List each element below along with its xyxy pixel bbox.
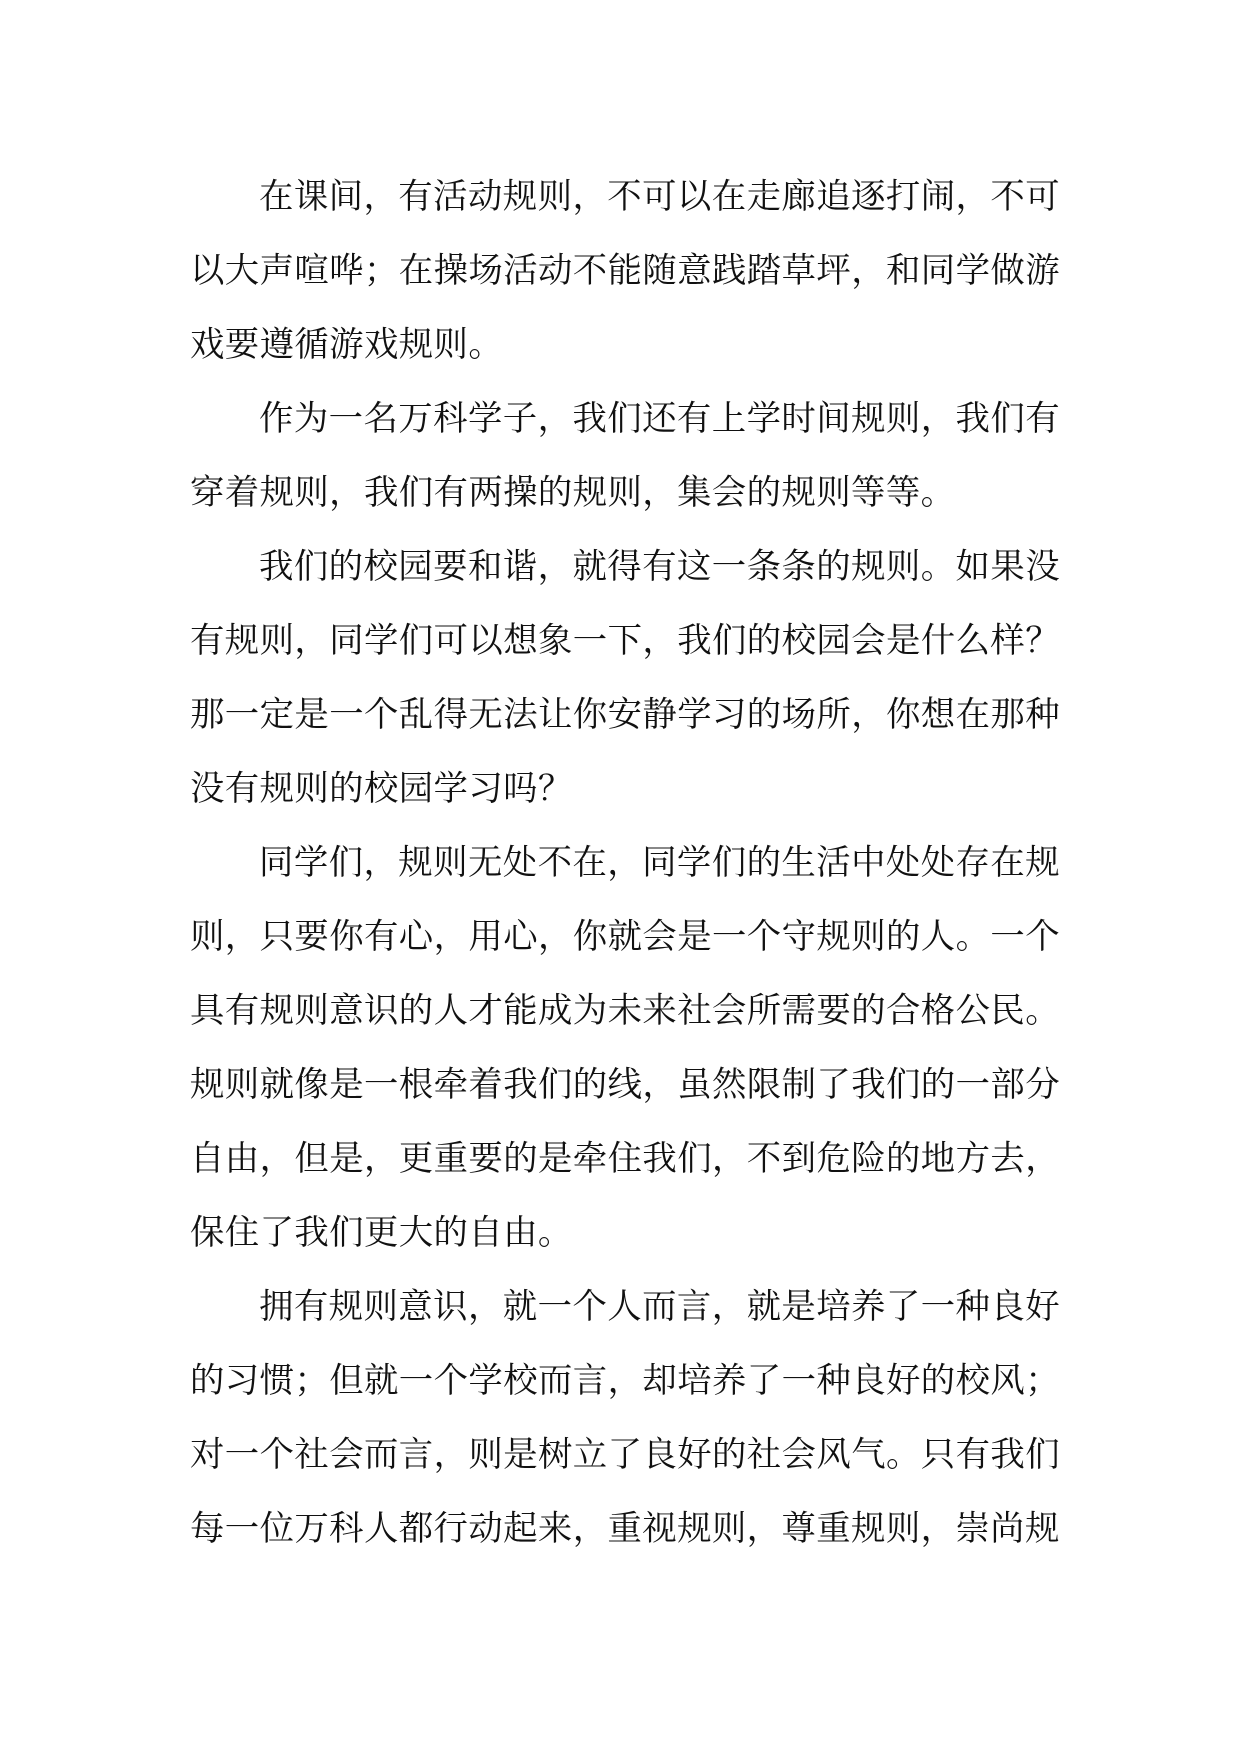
paragraph-5: 拥有规则意识，就一个人而言，就是培养了一种良好的习惯；但就一个学校而言，却培养了一种良好的校风；对一个社会而言，则是树立了良好的社会风气。只有我们每一位万科人都行动起来，重视规则，尊重规则，崇尚规: [190, 1287, 1060, 1549]
paragraph-2: 作为一名万科学子，我们还有上学时间规则，我们有穿着规则，我们有两操的规则，集会的规则等等。: [190, 399, 1060, 513]
paragraph-1: 在课间，有活动规则，不可以在走廊追逐打闹，不可以大声喧哗；在操场活动不能随意践踏草坪，和同学做游戏要遵循游戏规则。: [190, 177, 1060, 365]
paragraph-4: 同学们，规则无处不在，同学们的生活中处处存在规则，只要你有心，用心，你就会是一个守规则的人。一个具有规则意识的人才能成为未来社会所需要的合格公民。规则就像是一根牵着我们的线，虽然限制了我们的一部分自由，但是，更重要的是牵住我们，不到危险的地方去，保住了我们更大的自由。: [190, 843, 1060, 1253]
paragraph-3: 我们的校园要和谐，就得有这一条条的规则。如果没有规则，同学们可以想象一下，我们的校园会是什么样？那一定是一个乱得无法让你安静学习的场所，你想在那种没有规则的校园学习吗？: [190, 547, 1060, 809]
document-body: [190, 160, 1060, 1566]
